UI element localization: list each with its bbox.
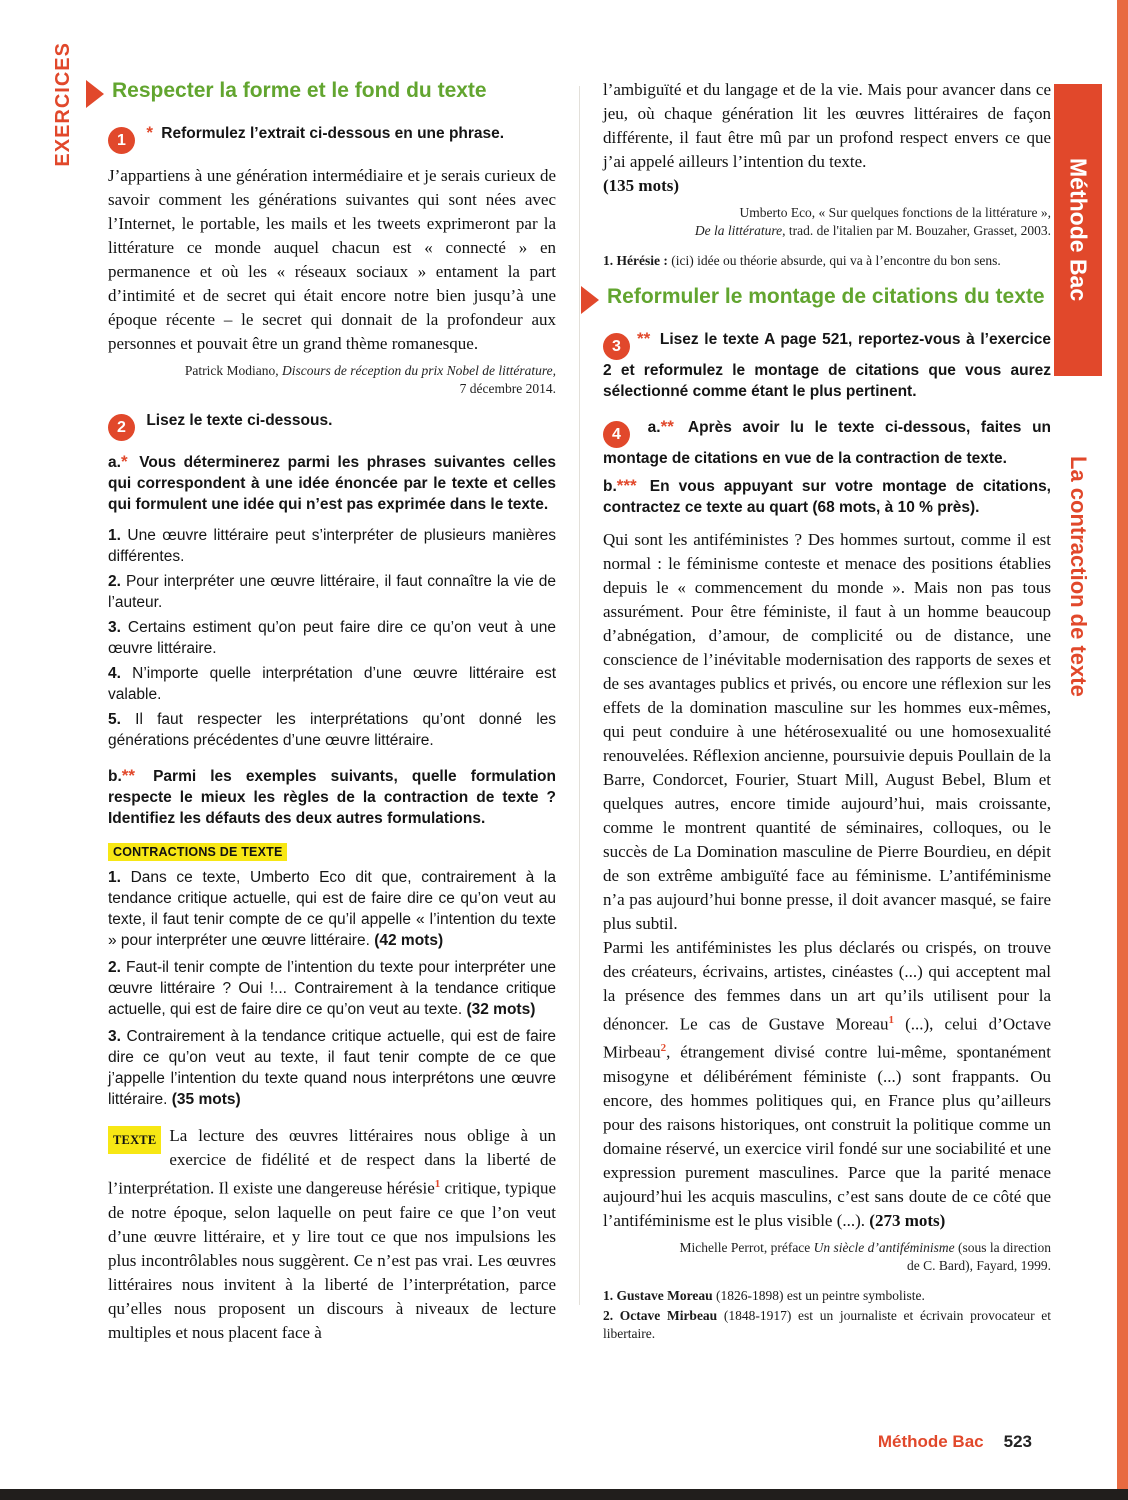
sidebar-methode-bac-label: Méthode Bac [1065, 158, 1092, 302]
list-item: 3. Certains estiment qu’on peut faire dire ce qu’on veut à une œuvre littéraire. [108, 619, 556, 657]
left-column [108, 78, 556, 1345]
list-item: 4. N’importe quelle interprétation d’une œuvre littéraire est valable. [108, 665, 556, 703]
perrot-text-para2: Parmi les antiféministes les plus déclarés ou crispés, on trouve des créateurs, écrivains, artistes, cinéastes (...) qui acceptent mal la présence des femmes dans un art qu’ils utilisent pour la dénoncer. Le cas de Gustave Moreau$^1$ (...), celui d’Octave Mirbeau$^2$, étrangement divisé contre lui-même, spontanément misogyne et délibérément féministe (...) sont frappants. Ou encore, des hommes politiques qui, en France plus qu’ailleurs pour des raisons historiques, ont construit la politique comme un domaine réservé, un exercice viril fondé sur une sociabilité et une expression purement masculines. Parce que la parité menace aujourd’hui les acquis masculins, c’est sans doute de ce côté que l’antiféminisme est le plus visible (...). (273 mots) [603, 937, 1051, 1230]
page-footer [878, 1432, 1032, 1452]
footnote-ref-2: 2 [660, 1042, 667, 1055]
section-header-montage [603, 284, 1051, 314]
exercise-3-number: 3 [603, 333, 630, 360]
perrot-footnote-1: 1. Gustave Moreau (1826-1898) est un peintre symboliste. [603, 1287, 925, 1303]
footer-methode-bac: Méthode Bac [877, 1432, 984, 1451]
exercise-2-number: 2 [108, 414, 135, 441]
page-content [108, 78, 1052, 1345]
exercise-4a: 4 a.** Après avoir lu le texte ci-dessous, faites un montage de citations en vue de la contraction de texte. [603, 416, 1052, 467]
eco-text-part1: TEXTE La lecture des œuvres littéraires nous oblige à un exercice de fidélité et de respect dans la liberté de l’interprétation. Il existe une dangereuse hérésie$^1$ critique, typique de notre époque, selon laquelle on peut faire ce que l’on veut d’une œuvre littéraire, et y lire tout ce que nos impulsions les plus incontrôlables nous suggèrent. Ce n’est pas vrai. Les œuvres littéraires nous invitent à la liberté de l’interprétation, parce qu’elles nous proposent un discours à niveaux de lecture multiples et nous placent face à [108, 1126, 556, 1342]
right-column [603, 78, 1051, 1345]
perrot-text-para1: Qui sont les antiféministes ? Des hommes surtout, comme il est normal : le féminisme conteste et menace des positions établies depuis le « commencement du monde ». Mais non pas tous assurément. Pour être féministe, il faut à un homme beaucoup d’abnégation, d’amour, de complicité ou de distance, une conscience de l’inévitable modernisation des rapports de sexes et de ses avantages publics et privés, ou encore une réflexion sur les effets de la domination masculine sur les hommes eux-mêmes, qui peut conduire à une hétérosexualité ou une homosexualité renouvelées. Réflexion ancienne, poursuivie depuis Poullain de la Barre, Condorcet, Fourier, Stuart Mill, August Bebel, Blum et quelques autres, encore timide aujourd’hui, mais croissante, comme le montrent quantité de séminaires, colloques, ou le succès de La Domination masculine de Pierre Bourdieu, en dépit de son extrême ambiguïté face au féminisme. L’antiféminisme n’a pas aujourd’hui bonne presse, il doit avancer masqué, se faire plus subtil. [603, 529, 1052, 933]
modiano-extract: J’appartiens à une génération intermédiaire et je serais curieux de savoir comment les générations suivantes qui sont nées avec l’Internet, le portable, les mails et les tweets exprimeront par la littérature ce monde auquel chacun est « connecté » en permanence et où les « réseaux sociaux » entament la part d’intimité et de secret qui était encore notre bien jusqu’à une époque récente – le secret qui donnait de la profondeur aux personnes et pouvait être un grand thème romanesque. [108, 166, 556, 353]
sidebar-methode-bac [1054, 84, 1102, 376]
exercise-1-number: 1 [108, 127, 135, 154]
contractions-block [108, 835, 556, 1110]
section-chevron-icon [581, 286, 599, 314]
exercise-3-stars: ** [637, 328, 651, 348]
modiano-attribution-line2: 7 décembre 2014. [459, 381, 556, 396]
eco-footnote-1: 1. Hérésie : (ici) idée ou théorie absurde, qui va à l’encontre du bon sens. [603, 253, 1001, 268]
column-divider [579, 86, 580, 1305]
perrot-attribution-line2: de C. Bard), Fayard, 1999. [907, 1257, 1051, 1273]
page-bottom-bar [0, 1489, 1128, 1500]
exercise-3 [603, 328, 1051, 402]
contractions-tag: CONTRACTIONS DE TEXTE [108, 843, 287, 861]
footnote-ref-1: 1 [434, 1178, 441, 1190]
footer-page-number: 523 [1003, 1432, 1032, 1451]
texte-block [108, 1124, 556, 1345]
modiano-attribution-line1: Patrick Modiano, Discours de réception du prix Nobel de littérature, [184, 363, 556, 378]
list-item: 2. Pour interpréter une œuvre littéraire, il faut connaître la vie de l’auteur. [108, 573, 556, 611]
list-item: 5. Il faut respecter les interprétations qu’ont donné les générations précédentes d’une œuvre littéraire. [108, 711, 557, 749]
perrot-attribution-line1: Michelle Perrot, préface Un siècle d’antiféminisme (sous la direction [679, 1239, 1051, 1255]
exercise-2a-list [108, 525, 556, 751]
section-header-forme-fond [108, 78, 556, 108]
exercise-3-instruction: Lisez le texte A page 521, reportez-vous à l’exercice 2 et reformulez le montage de citations que vous aurez sélectionné comme étant le plus pertinent. [603, 330, 1051, 400]
modiano-attribution [108, 362, 556, 398]
eco-text-part2: l’ambiguïté et du langage et de la vie. Mais pour avancer dans ce jeu, où chaque génération lit les œuvres littéraires de façon différente, il faut être mû par un profond respect envers ce que j’ai appelé ailleurs l’intention du texte. [603, 80, 1051, 171]
exercise-4a-instruction: Après avoir lu le texte ci-dessous, faites un montage de citations en vue de la contraction de texte. [603, 418, 1052, 467]
exercise-2-instruction: Lisez le texte ci-dessous. [146, 412, 333, 429]
list-item: 1. Une œuvre littéraire peut s’interpréter de plusieurs manières différentes. [108, 527, 556, 565]
section-title: Reformuler le montage de citations du texte [607, 284, 1045, 308]
exercise-1-instruction: Reformulez l’extrait ci-dessous en une phrase. [161, 125, 505, 142]
exercise-1-header [108, 122, 556, 154]
eco-attribution [603, 204, 1051, 240]
eco-attribution-line1: Umberto Eco, « Sur quelques fonctions de la littérature », [739, 205, 1051, 220]
eco-word-count: (135 mots) [603, 176, 680, 195]
exercise-2a: a.* Vous déterminerez parmi les phrases suivantes celles qui correspondent à une idée énoncée par le texte et celles qui formulent une idée qui n’est pas exprimée dans le texte. [108, 452, 557, 513]
exercise-2b: b.** Parmi les exemples suivants, quelle formulation respecte le mieux les règles de la contraction de texte ? Identifiez les défauts des deux autres formulations. [108, 766, 556, 827]
exercise-4b: b.*** En vous appuyant sur votre montage de citations, contractez ce texte au quart (68 mots, à 10 % près). [603, 475, 1051, 516]
exercices-vertical-label: EXERCICES [52, 42, 74, 167]
page-edge-strip [1117, 0, 1128, 1500]
exercise-4-number: 4 [603, 421, 630, 448]
exercise-4b-instruction: En vous appuyant sur votre montage de citations, contractez ce texte au quart (68 mots, à 10 % près). [603, 477, 1051, 516]
exercise-1-stars: * [146, 123, 153, 142]
section-title: Respecter la forme et le fond du texte [112, 79, 487, 102]
texte-tag: TEXTE [108, 1126, 161, 1154]
perrot-attribution [603, 1239, 1051, 1275]
footnote-ref-1: 1 [888, 1013, 894, 1026]
contraction-item: 2. Faut-il tenir compte de l’intention du texte pour interpréter une œuvre littéraire ? Oui !... Contrairement à la tendance critique actuelle, qui est de faire dire ce qu’on veut au texte. (32 mots) [108, 959, 557, 1018]
sidebar-chapter-title [1054, 396, 1102, 756]
perrot-word-count: (273 mots) [869, 1210, 946, 1230]
exercise-2-header [108, 410, 556, 441]
eco-attribution-line2: De la littérature, trad. de l'italien par M. Bouzaher, Grasset, 2003. [694, 223, 1051, 238]
contraction-item: 3. Contrairement à la tendance critique actuelle, qui est de faire dire ce qu’on veut au texte, il faut tenir compte de ce que j’appelle l’intention du texte quand nous interprétons une œuvre littéraire. (35 mots) [108, 1028, 556, 1108]
contraction-item: 1. Dans ce texte, Umberto Eco dit que, contrairement à la tendance critique actuelle, qui est de faire dire ce qu’on veut au texte, il faut tenir compte de ce qu’il appelle « l’intention du texte » pour interpréter une œuvre littéraire. (42 mots) [108, 869, 556, 949]
section-chevron-icon [86, 80, 104, 108]
sidebar-chapter-title-label: La contraction de texte [1066, 455, 1091, 697]
perrot-footnote-2: 2. Octave Mirbeau (1848-1917) est un journaliste et écrivain provocateur et libertaire. [603, 1308, 1051, 1341]
